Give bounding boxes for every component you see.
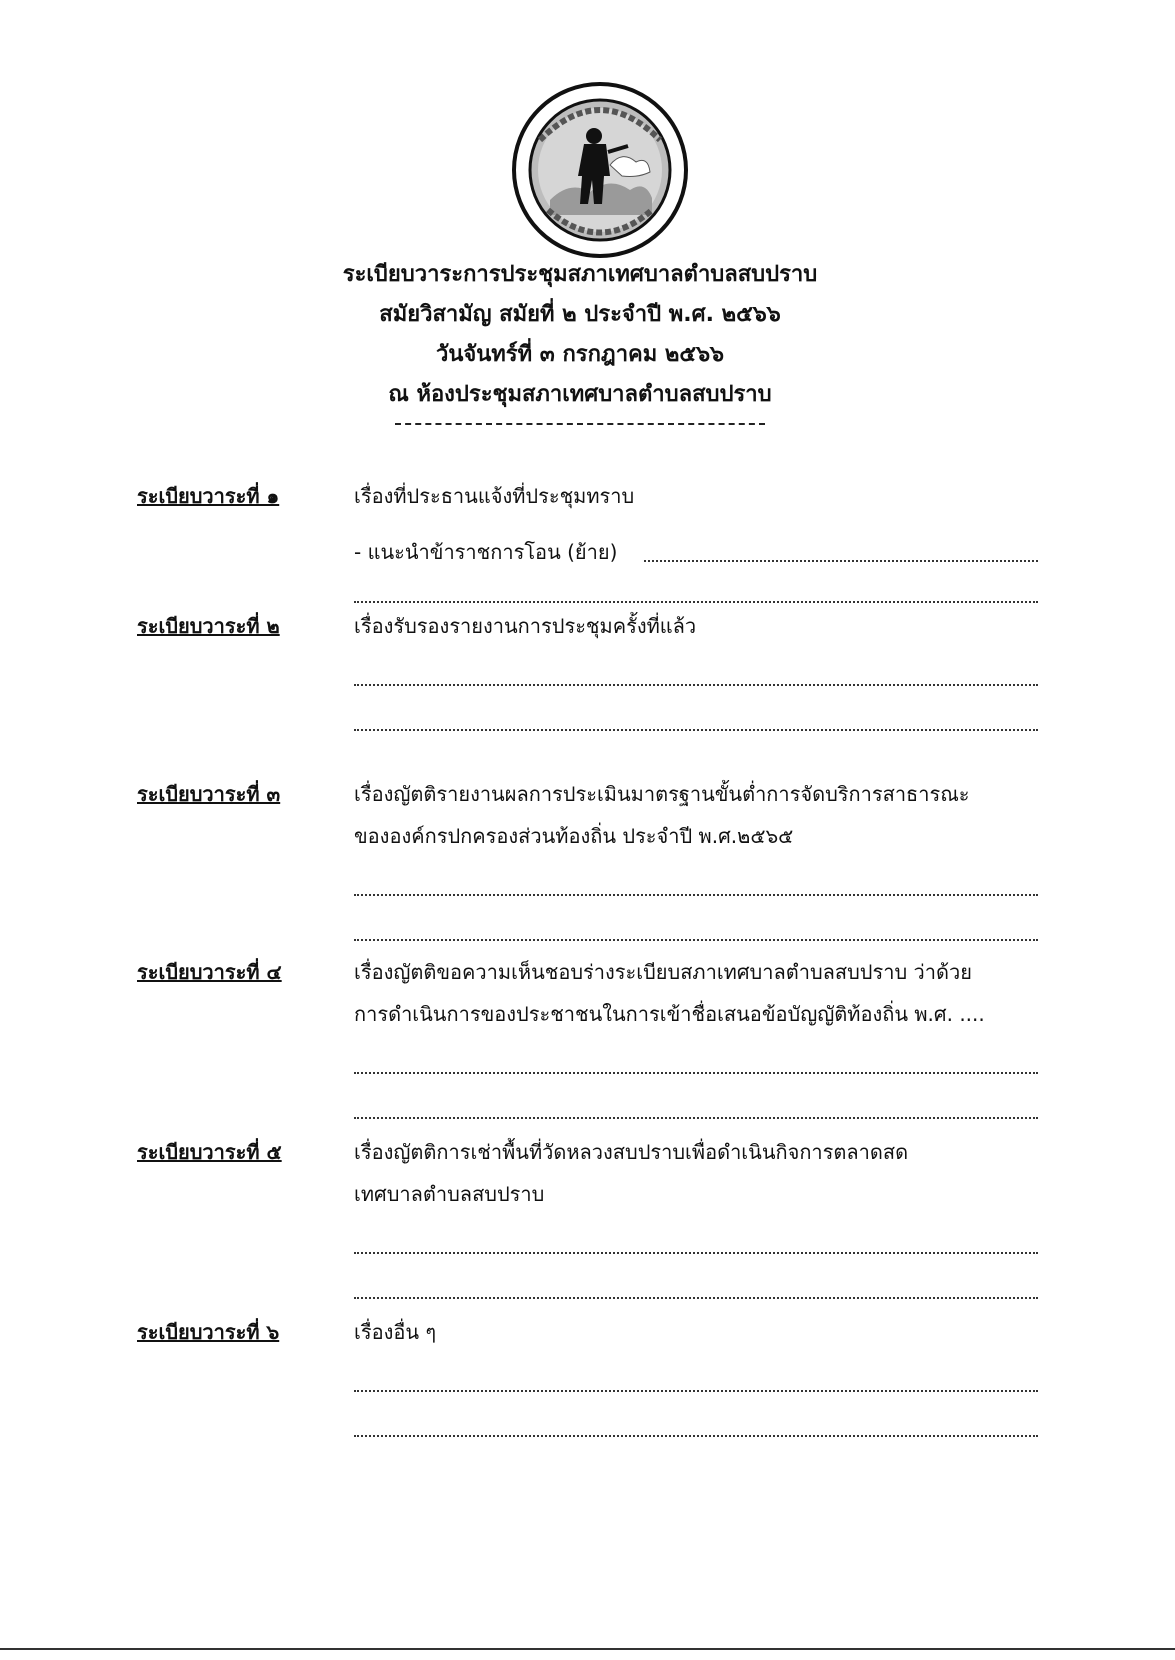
agenda-sub-item [354,531,1038,573]
agenda-title-line-2: การดำเนินการของประชาชนในการเข้าชื่อเสนอข้อบัญญัติท้องถิ่น พ.ศ. .... [354,1002,985,1026]
agenda-label: ระเบียบวาระที่ ๓ [137,782,281,806]
dotted-fill-line [354,857,1038,902]
header-session: สมัยวิสามัญ สมัยที่ ๒ ประจำปี พ.ศ. ๒๕๖๖ [379,302,781,327]
agenda-sub-text: - แนะนำข้าราชการโอน (ย้าย) [354,540,618,564]
page-bottom-edge [0,1648,1175,1650]
agenda-title: เรื่องรับรองรายงานการประชุมครั้งที่แล้ว [354,614,697,638]
agenda-item-2 [137,605,1037,773]
dotted-fill-line [354,692,1038,737]
dotted-fill-line [354,573,1038,609]
agenda-title-line-2: ขององค์กรปกครองส่วนท้องถิ่น ประจำปี พ.ศ.๒๕๖๕ [354,824,794,848]
agenda-label: ระเบียบวาระที่ ๖ [137,1320,280,1344]
dotted-fill-line [354,1260,1038,1305]
agenda-title: เรื่องอื่น ๆ [354,1320,437,1344]
dotted-fill-line [354,902,1038,947]
dotted-fill-line [354,1080,1038,1125]
dotted-fill-line [354,1215,1038,1260]
dotted-fill-line [354,1353,1038,1398]
agenda-label: ระเบียบวาระที่ ๒ [137,614,280,638]
agenda-label: ระเบียบวาระที่ ๑ [137,484,280,508]
dotted-fill-line [644,560,1038,562]
dotted-fill-line [354,1398,1038,1443]
agenda-item-3 [137,773,1037,951]
agenda-label: ระเบียบวาระที่ ๕ [137,1140,282,1164]
agenda-item-4 [137,951,1037,1131]
agenda-item-5 [137,1131,1037,1311]
dotted-fill-line [354,1035,1038,1080]
agenda-title-line-1: เรื่องญัตติรายงานผลการประเมินมาตรฐานขั้นต่ำการจัดบริการสาธารณะ [354,782,970,806]
agenda-title-line-2: เทศบาลตำบลสบปราบ [354,1182,545,1206]
agenda-item-6 [137,1311,1037,1451]
header-venue: ณ ห้องประชุมสภาเทศบาลตำบลสบปราบ [388,382,772,407]
agenda-title-line-1: เรื่องญัตติขอความเห็นชอบร่างระเบียบสภาเทศบาลตำบลสบปราบ ว่าด้วย [354,960,972,984]
municipal-seal-icon [510,80,690,260]
header-divider [395,423,765,425]
header-date: วันจันทร์ที่ ๓ กรกฎาคม ๒๕๖๖ [435,342,725,367]
header-title: ระเบียบวาระการประชุมสภาเทศบาลตำบลสบปราบ [342,262,818,287]
agenda-title: เรื่องที่ประธานแจ้งที่ประชุมทราบ [354,484,635,508]
dotted-fill-line [354,647,1038,692]
agenda-list [137,475,1037,1451]
agenda-label: ระเบียบวาระที่ ๔ [137,960,282,984]
document-header [280,255,880,425]
agenda-item-1 [137,475,1037,605]
agenda-title-line-1: เรื่องญัตติการเช่าพื้นที่วัดหลวงสบปราบเพื่อดำเนินกิจการตลาดสด [354,1140,909,1164]
